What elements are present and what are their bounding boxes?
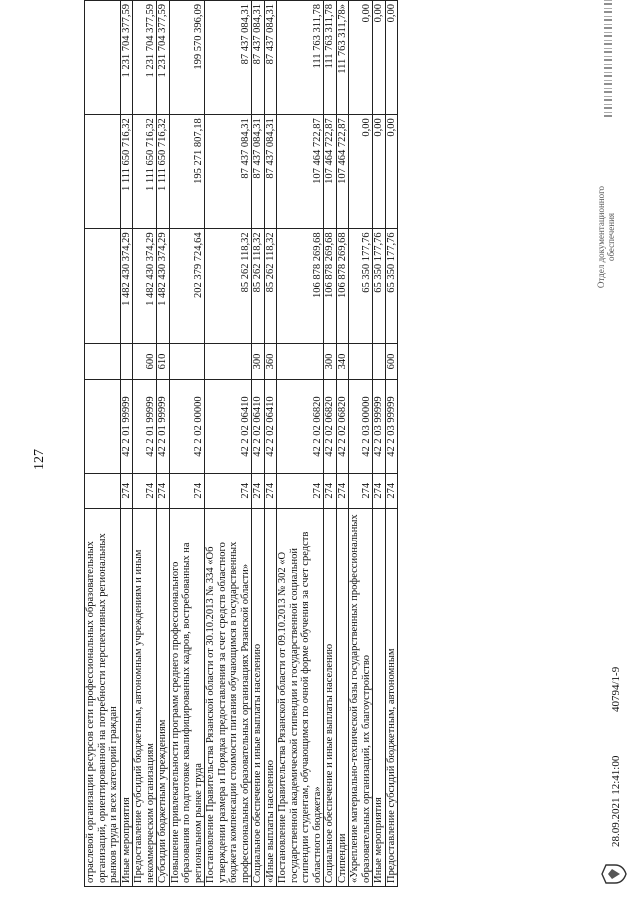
table-row [277, 1, 324, 887]
cell-v3: 87 437 084,31 [252, 1, 265, 115]
cell-vr: 600 [133, 343, 157, 380]
cell-vr: 300 [324, 343, 337, 380]
cell-csr: 42 2 01 99999 [157, 380, 170, 474]
document-footer [596, 7, 636, 887]
table-row [324, 1, 337, 887]
table-row [373, 1, 386, 887]
cell-v2 [85, 115, 121, 229]
cell-v3: 1 231 704 377,59 [133, 1, 157, 115]
table-row [85, 1, 121, 887]
cell-ved [85, 473, 121, 508]
cell-v1: 106 878 269,68 [324, 229, 337, 343]
budget-table-body [85, 1, 398, 887]
table-row [133, 1, 157, 887]
cell-v2: 87 437 084,31 [252, 115, 265, 229]
footer-date: 28.09.2021 12:41:00 [610, 755, 622, 847]
cell-vr: 610 [157, 343, 170, 380]
page-number: 127 [32, 449, 47, 470]
cell-v1: 65 350 177,76 [373, 229, 386, 343]
coat-of-arms-icon [600, 861, 628, 887]
scan-artifact [604, 0, 612, 117]
cell-csr: 42 2 01 99999 [133, 380, 157, 474]
cell-name: Социальное обеспечение и иные выплаты населению [252, 508, 265, 886]
cell-name: Стипендии [336, 508, 349, 886]
table-row [205, 1, 252, 887]
cell-v1: 85 262 118,32 [252, 229, 265, 343]
cell-vr [373, 343, 386, 380]
cell-v3 [85, 1, 121, 115]
cell-vr [205, 343, 252, 380]
footer-document-number: 40794/1-9 [610, 666, 622, 712]
cell-v3: 111 763 311,78 [324, 1, 337, 115]
cell-v2: 1 111 650 716,32 [120, 115, 133, 229]
cell-v2: 107 464 722,87 [324, 115, 337, 229]
cell-name: «Укрепление материально-технической базы государственных профессиональных образовательных организаций, их благоустройство [349, 508, 373, 886]
cell-name: Постановление Правительства Рязанской области от 30.10.2013 № 334 «Об утверждении размера и Порядка предоставления за счет средств областного бюджета компенсации стоимости питания обучающимся в государственных профессиональных образовательных организациях Рязанской области» [205, 508, 252, 886]
cell-v1: 202 379 724,64 [169, 229, 205, 343]
cell-v1: 106 878 269,68 [277, 229, 324, 343]
cell-v2: 195 271 807,18 [169, 115, 205, 229]
cell-ved: 274 [373, 473, 386, 508]
cell-v1 [85, 229, 121, 343]
cell-v3: 87 437 084,31 [205, 1, 252, 115]
cell-v1: 85 262 118,32 [205, 229, 252, 343]
cell-v3: 1 231 704 377,59 [120, 1, 133, 115]
cell-csr: 42 2 02 06410 [252, 380, 265, 474]
cell-ved: 274 [157, 473, 170, 508]
table-row [385, 1, 398, 887]
cell-v1: 85 262 118,32 [264, 229, 277, 343]
cell-name: «Иные выплаты населению [264, 508, 277, 886]
cell-name: Предоставление субсидий бюджетным, автономным учреждениям и иным некоммерческим организациям [133, 508, 157, 886]
cell-name: Предоставление субсидий бюджетным, автономным [385, 508, 398, 886]
cell-vr [120, 343, 133, 380]
cell-v2: 107 464 722,87 [336, 115, 349, 229]
cell-ved: 274 [169, 473, 205, 508]
cell-name: Повышение привлекательности программ среднего профессионального образования по подготовке квалифицированных кадров, востребованных на региональном рынке труда [169, 508, 205, 886]
table-row [336, 1, 349, 887]
cell-v2: 0,00 [373, 115, 386, 229]
cell-v3: 111 763 311,78 [277, 1, 324, 115]
cell-csr: 42 2 03 99999 [373, 380, 386, 474]
cell-ved: 274 [252, 473, 265, 508]
cell-v2: 87 437 084,31 [205, 115, 252, 229]
cell-csr [85, 380, 121, 474]
cell-v3: 0,00 [349, 1, 373, 115]
cell-v1: 1 482 430 374,29 [133, 229, 157, 343]
table-row [157, 1, 170, 887]
budget-table [84, 0, 398, 887]
cell-vr [349, 343, 373, 380]
cell-v3: 199 570 396,09 [169, 1, 205, 115]
table-row [169, 1, 205, 887]
cell-v2: 0,00 [385, 115, 398, 229]
cell-v3: 87 437 084,31 [264, 1, 277, 115]
cell-v2: 0,00 [349, 115, 373, 229]
cell-v1: 1 482 430 374,29 [120, 229, 133, 343]
cell-csr: 42 2 02 06820 [324, 380, 337, 474]
cell-v3: 0,00 [385, 1, 398, 115]
cell-csr: 42 2 02 06820 [336, 380, 349, 474]
cell-v1: 65 350 177,76 [349, 229, 373, 343]
cell-vr [169, 343, 205, 380]
cell-vr: 300 [252, 343, 265, 380]
table-row [349, 1, 373, 887]
cell-vr [85, 343, 121, 380]
cell-ved: 274 [336, 473, 349, 508]
cell-csr: 42 2 03 00000 [349, 380, 373, 474]
cell-v2: 1 111 650 716,32 [157, 115, 170, 229]
cell-v2: 107 464 722,87 [277, 115, 324, 229]
cell-csr: 42 2 02 00000 [169, 380, 205, 474]
cell-csr: 42 2 01 99999 [120, 380, 133, 474]
cell-vr: 600 [385, 343, 398, 380]
cell-v2: 87 437 084,31 [264, 115, 277, 229]
cell-v1: 106 878 269,68 [336, 229, 349, 343]
cell-name: отраслевой организации ресурсов сети профессиональных образовательных организаций, ориентированной на потребности перспективных региональных рынков труда и всех категорий граждан [85, 508, 121, 886]
cell-vr: 340 [336, 343, 349, 380]
cell-ved: 274 [349, 473, 373, 508]
cell-v2: 1 111 650 716,32 [133, 115, 157, 229]
cell-ved: 274 [120, 473, 133, 508]
cell-name: Постановление Правительства Рязанской области от 09.10.2013 № 302 «О государственной академической стипендии и государственной социальной стипендии студентам, обучающимся по очной форме обучения за счет средств областного бюджета» [277, 508, 324, 886]
cell-v3: 111 763 311,78» [336, 1, 349, 115]
cell-ved: 274 [133, 473, 157, 508]
cell-csr: 42 2 02 06410 [205, 380, 252, 474]
cell-v3: 0,00 [373, 1, 386, 115]
cell-v1: 65 350 177,76 [385, 229, 398, 343]
table-row [252, 1, 265, 887]
cell-ved: 274 [264, 473, 277, 508]
cell-ved: 274 [277, 473, 324, 508]
table-row [264, 1, 277, 887]
cell-ved: 274 [205, 473, 252, 508]
cell-csr: 42 2 02 06410 [264, 380, 277, 474]
cell-name: Иные мероприятия [120, 508, 133, 886]
cell-v3: 1 231 704 377,59 [157, 1, 170, 115]
cell-csr: 42 2 02 06820 [277, 380, 324, 474]
cell-ved: 274 [324, 473, 337, 508]
cell-csr: 42 2 03 99999 [385, 380, 398, 474]
cell-name: Субсидии бюджетным учреждениям [157, 508, 170, 886]
cell-name: Иные мероприятия [373, 508, 386, 886]
cell-name: Социальное обеспечение и иные выплаты населению [324, 508, 337, 886]
footer-stamp: Отдел документационного обеспечения [596, 185, 616, 289]
cell-ved: 274 [385, 473, 398, 508]
cell-v1: 1 482 430 374,29 [157, 229, 170, 343]
cell-vr [277, 343, 324, 380]
table-row [120, 1, 133, 887]
cell-vr: 360 [264, 343, 277, 380]
